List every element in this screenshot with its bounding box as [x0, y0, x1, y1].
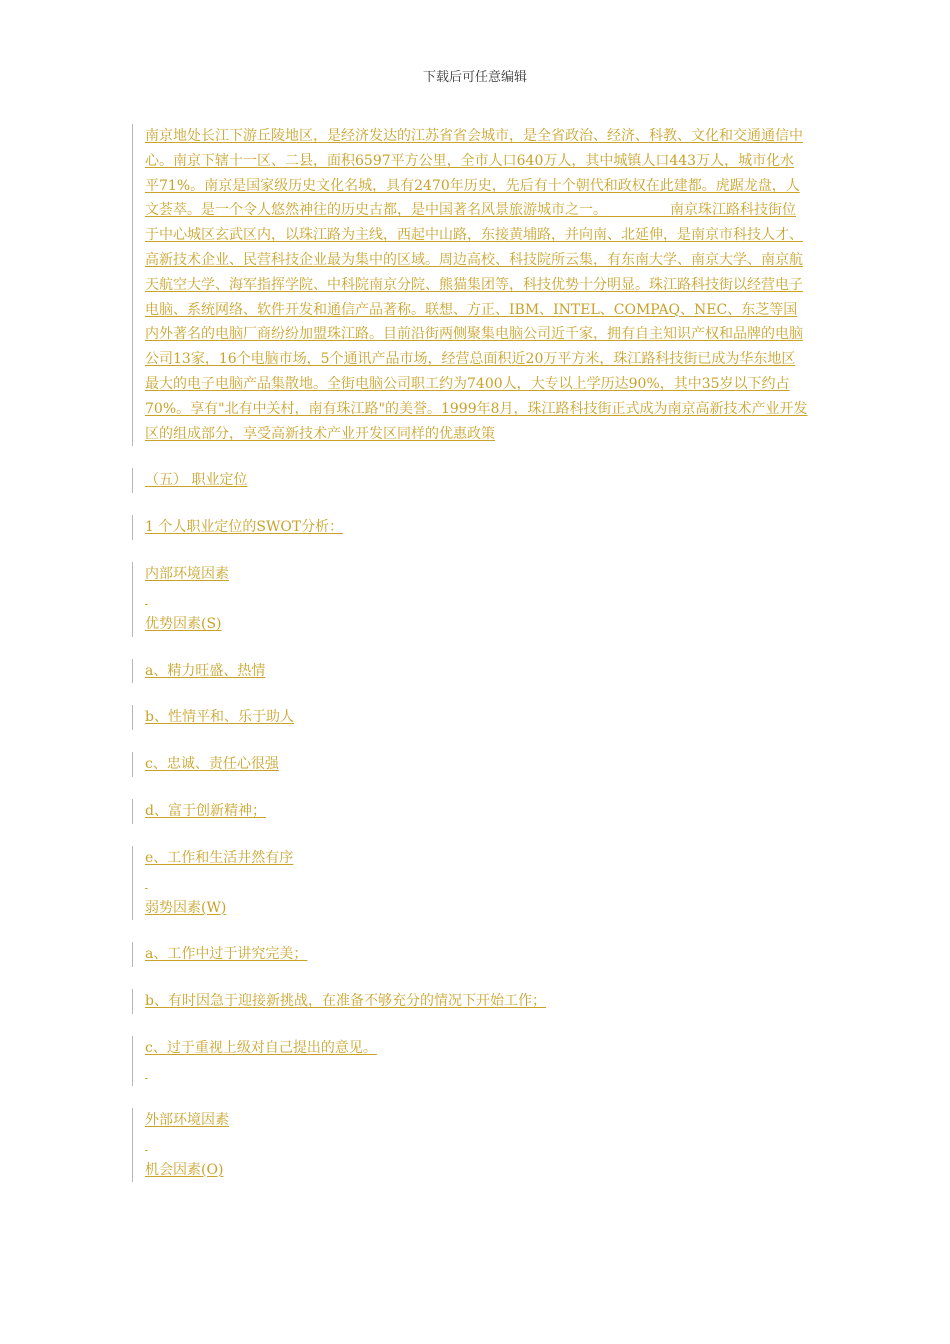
strength-item-a: a、精力旺盛、热情	[145, 662, 266, 679]
empty-line	[145, 587, 808, 612]
weakness-item-c-block	[132, 1036, 808, 1086]
swot-title-block	[132, 515, 808, 540]
weakness-item-b-block	[132, 989, 808, 1014]
document-body	[132, 124, 808, 1204]
weakness-item-a-block	[132, 942, 808, 967]
section-title-block	[132, 468, 808, 493]
strength-item-d: d、富于创新精神；	[145, 802, 266, 819]
empty-line	[145, 1061, 808, 1086]
empty-line	[145, 1133, 808, 1158]
weaknesses-title: 弱势因素(W)	[145, 899, 227, 916]
external-factors-block	[132, 1108, 808, 1183]
strength-item-c: c、忠诚、责任心很强	[145, 756, 279, 773]
intro-paragraph: 南京地处长江下游丘陵地区，是经济发达的江苏省省会城市，是全省政治、经济、科教、文化和交通通信中心。南京下辖十一区、二县，面积6597平方公里，全市人口640万人，其中城镇人口443万人，城市化水平71%。南京是国家级历史文化名城，具有2470年历史，先后有十个朝代和政权在此建都。虎踞龙盘，人文荟萃。是一个令人悠然神往的历史古都，是中国著名风景旅游城市之一。 南京珠江路科技街位于中心城区玄武区内，以珠江路为主线，西起中山路，东接黄埔路，并向南、北延伸，是南京市科技人才、高新技术企业、民营科技企业最为集中的区域。周边高校、科技院所云集，有东南大学、南京大学、南京航天航空大学、海军指挥学院、中科院南京分院、熊猫集团等，科技优势十分明显。珠江路科技街以经营电子电脑、系统网络、软件开发和通信产品著称。联想、方正、IBM、INTEL、COMPAQ、NEC、东芝等国内外著名的电脑厂商纷纷加盟珠江路。目前沿街两侧聚集电脑公司近千家，拥有自主知识产权和品牌的电脑公司13家，16个电脑市场，5个通讯产品市场，经营总面积近20万平方米，珠江路科技街已成为华东地区最大的电子电脑产品集散地。全街电脑公司职工约为7400人，大专以上学历达90%，其中35岁以下约占70%。享有"北有中关村，南有珠江路"的美誉。1999年8月，珠江路科技街正式成为南京高新技术产业开发区的组成部分，享受高新技术产业开发区同样的优惠政策	[145, 128, 808, 442]
strength-item-e: e、工作和生活井然有序	[145, 849, 294, 866]
intro-paragraph-block	[132, 124, 808, 446]
swot-title: 1 个人职业定位的SWOT分析：	[145, 519, 344, 536]
weakness-item-c: c、过于重视上级对自己提出的意见。	[145, 1039, 377, 1056]
strength-item-b: b、性情平和、乐于助人	[145, 709, 294, 726]
weakness-item-a: a、工作中过于讲究完美；	[145, 946, 308, 963]
strength-item-d-block	[132, 799, 808, 824]
internal-factors-title: 内部环境因素	[145, 565, 229, 582]
strengths-title: 优势因素(S)	[145, 615, 222, 632]
strength-item-e-block	[132, 846, 808, 921]
strength-item-c-block	[132, 752, 808, 777]
strength-item-a-block	[132, 659, 808, 684]
external-factors-title: 外部环境因素	[145, 1111, 229, 1128]
empty-line	[145, 871, 808, 896]
strength-item-b-block	[132, 705, 808, 730]
opportunities-title: 机会因素(O)	[145, 1161, 224, 1178]
page-header: 下载后可任意编辑	[422, 70, 527, 85]
internal-factors-block	[132, 562, 808, 637]
section-title: （五） 职业定位	[145, 472, 248, 489]
weakness-item-b: b、有时因急于迎接新挑战，在准备不够充分的情况下开始工作；	[145, 993, 546, 1010]
